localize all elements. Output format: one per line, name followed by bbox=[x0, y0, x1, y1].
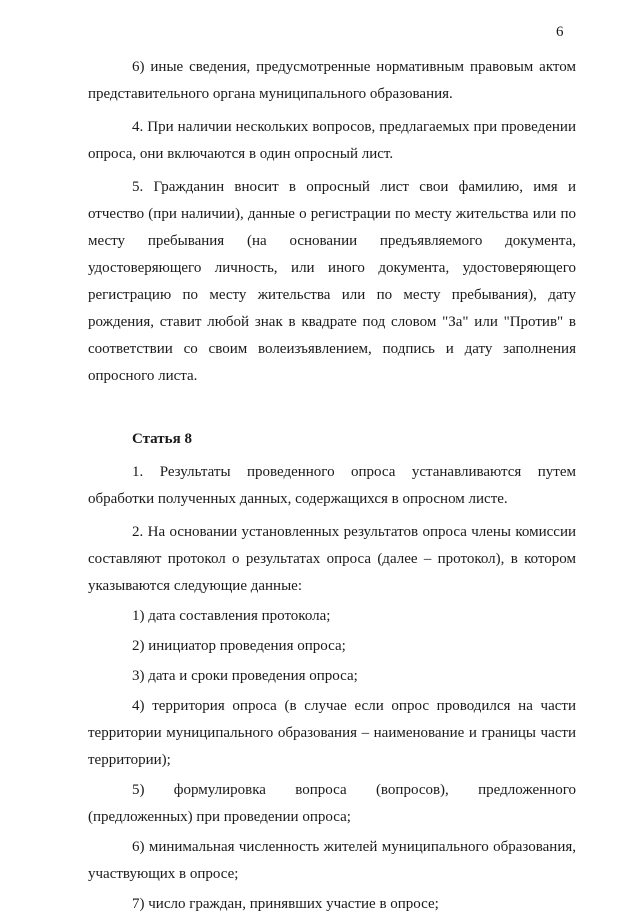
list-item: 7) число граждан, принявших участие в опросе; bbox=[132, 896, 439, 912]
article-paragraph-1: 1. Результаты проведенного опроса устанавливаются путем обработки полученных данных, содержащихся в опросном листе. bbox=[88, 464, 576, 507]
document-body bbox=[88, 54, 576, 918]
list-item: 5) формулировка вопроса (вопросов), предложенного (предложенных) при проведении опроса; bbox=[88, 782, 576, 825]
paragraph-4: 4. При наличии нескольких вопросов, предлагаемых при проведении опроса, они включаются в один опросный лист. bbox=[88, 119, 576, 162]
list-item: 1) дата составления протокола; bbox=[132, 608, 331, 624]
list-item: 3) дата и сроки проведения опроса; bbox=[132, 668, 358, 684]
list-item: 2) инициатор проведения опроса; bbox=[132, 638, 346, 654]
article-paragraph-2: 2. На основании установленных результатов опроса члены комиссии составляют протокол о результатах опроса (далее – протокол), в котором указываются следующие данные: bbox=[88, 524, 576, 594]
article-heading: Статья 8 bbox=[132, 431, 192, 447]
list-item: 6) минимальная численность жителей муниципального образования, участвующих в опросе; bbox=[88, 839, 576, 882]
list-item: 4) территория опроса (в случае если опрос проводился на части территории муниципального образования – наименование и границы части территории); bbox=[88, 698, 576, 768]
paragraph-item-6: 6) иные сведения, предусмотренные нормативным правовым актом представительного органа муниципального образования. bbox=[88, 59, 576, 102]
page-number: 6 bbox=[556, 24, 564, 40]
paragraph-5: 5. Гражданин вносит в опросный лист свои фамилию, имя и отчество (при наличии), данные о регистрации по месту жительства или по месту пребывания (на основании предъявляемого документа, удостоверяющего личность, или иного документа, удостоверяющего регистрацию по месту жительства или по месту пребывания), дату рождения, ставит любой знак в квадрате под словом "За" или "Против" в соответствии со своим волеизъявлением, подпись и дату заполнения опросного листа. bbox=[88, 179, 576, 384]
